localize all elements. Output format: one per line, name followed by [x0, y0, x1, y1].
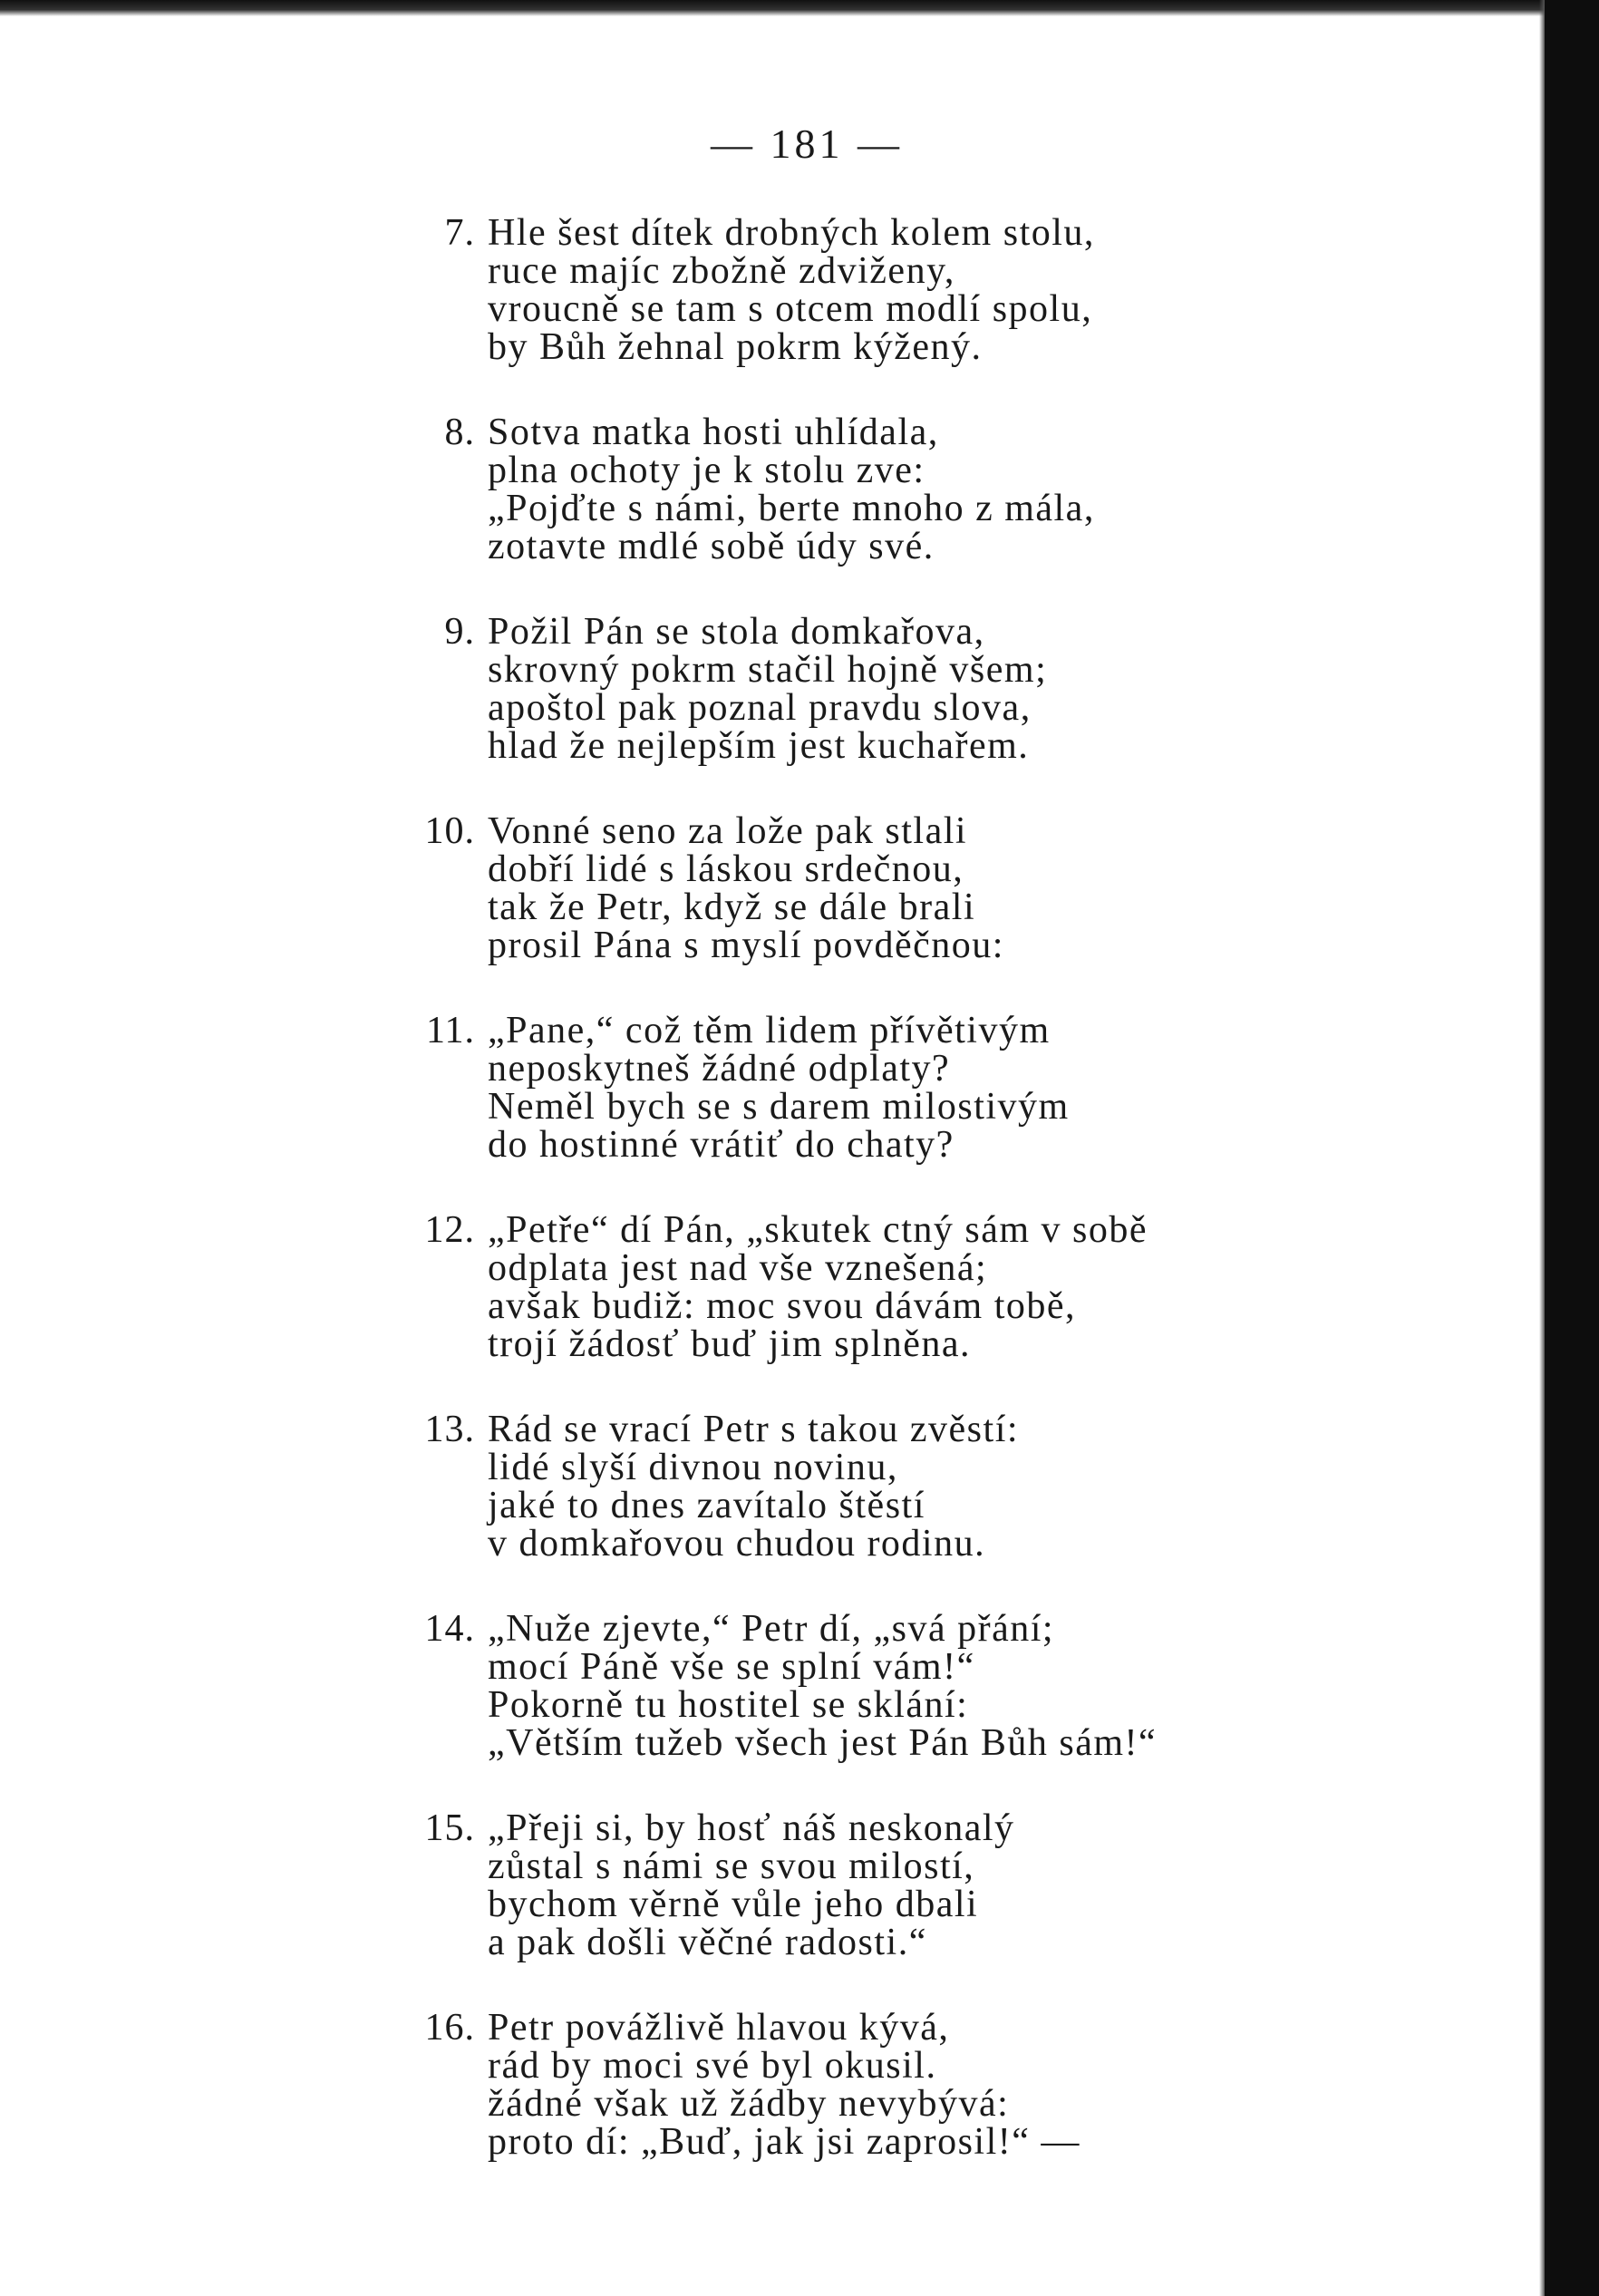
- stanza-number: 12.: [424, 1209, 475, 1251]
- stanza-lines: [488, 214, 1095, 366]
- verse-line: jaké to dnes zavítalo štěstí: [488, 1485, 925, 1526]
- stanza-number: 15.: [424, 1807, 475, 1849]
- verse-line: „Nuže zjevte,“ Petr dí, „svá přání;: [488, 1608, 1055, 1650]
- poem: [399, 214, 1487, 2208]
- verse-line: Neměl bych se s darem milostivým: [488, 1086, 1070, 1128]
- verse-line: „Pojďte s námi, berte mnoho z mála,: [488, 488, 1095, 529]
- stanza-14: [399, 1610, 1487, 1762]
- stanza-number: 7.: [444, 212, 475, 254]
- stanza-8: [399, 413, 1487, 566]
- verse-line: by Bůh žehnal pokrm kýžený.: [488, 326, 983, 368]
- stanza-number: 9.: [444, 611, 475, 653]
- verse-line: v domkařovou chudou rodinu.: [488, 1523, 986, 1565]
- stanza-number: 14.: [424, 1608, 475, 1650]
- verse-line: Pokorně tu hostitel se sklání:: [488, 1684, 969, 1726]
- stanza-number: 10.: [424, 810, 475, 852]
- stanza-7: [399, 214, 1487, 366]
- verse-line: Sotva matka hosti uhlídala,: [488, 412, 939, 453]
- stanza-11: [399, 1012, 1487, 1164]
- stanza-lines: [488, 1610, 1157, 1762]
- verse-line: žádné však už žádby nevybývá:: [488, 2083, 1010, 2125]
- verse-line: do hostinné vrátiť do chaty?: [488, 1124, 955, 1166]
- stanza-lines: [488, 812, 1004, 964]
- scan-top-edge: [0, 0, 1599, 16]
- stanza-lines: [488, 413, 1095, 566]
- verse-line: lidé slyší divnou novinu,: [488, 1447, 898, 1488]
- verse-line: „Větším tužeb všech jest Pán Bůh sám!“: [488, 1722, 1158, 1764]
- stanza-15: [399, 1809, 1487, 1962]
- stanza-lines: [488, 1211, 1148, 1363]
- verse-line: a pak došli věčné radosti.“: [488, 1922, 927, 1963]
- stanza-lines: [488, 1809, 1015, 1962]
- stanza-9: [399, 613, 1487, 765]
- verse-line: prosil Pána s myslí povděčnou:: [488, 925, 1004, 966]
- verse-line: ruce majíc zbožně zdviženy,: [488, 250, 955, 292]
- verse-line: „Petře“ dí Pán, „skutek ctný sám v sobě: [488, 1209, 1148, 1251]
- verse-line: Hle šest dítek drobných kolem stolu,: [488, 212, 1095, 254]
- stanza-10: [399, 812, 1487, 964]
- verse-line: hlad že nejlepším jest kuchařem.: [488, 725, 1030, 767]
- verse-line: Petr povážlivě hlavou kývá,: [488, 2007, 950, 2049]
- verse-line: Rád se vrací Petr s takou zvěstí:: [488, 1409, 1020, 1450]
- verse-line: proto dí: „Buď, jak jsi zaprosil!“ —: [488, 2121, 1081, 2163]
- verse-line: bychom věrně vůle jeho dbali: [488, 1884, 979, 1925]
- stanza-number: 11.: [426, 1010, 475, 1051]
- verse-line: avšak budiž: moc svou dávám tobě,: [488, 1285, 1077, 1327]
- stanza-lines: [488, 2009, 1081, 2161]
- verse-line: zůstal s námi se svou milostí,: [488, 1846, 975, 1887]
- stanza-lines: [488, 1012, 1070, 1164]
- stanza-16: [399, 2009, 1487, 2161]
- verse-line: rád by moci své byl okusil.: [488, 2045, 937, 2087]
- verse-line: trojí žádosť buď jim splněna.: [488, 1323, 972, 1365]
- stanza-number: 16.: [424, 2007, 475, 2049]
- verse-line: vroucně se tam s otcem modlí spolu,: [488, 288, 1093, 330]
- stanza-13: [399, 1410, 1487, 1563]
- stanza-lines: [488, 1410, 1019, 1563]
- page-number: — 181 —: [711, 121, 903, 167]
- verse-line: dobří lidé s láskou srdečnou,: [488, 848, 964, 890]
- stanza-number: 13.: [424, 1409, 475, 1450]
- verse-line: zotavte mdlé sobě údy své.: [488, 526, 935, 567]
- verse-line: „Pane,“ což těm lidem přívětivým: [488, 1010, 1051, 1051]
- verse-line: tak že Petr, když se dále brali: [488, 886, 976, 928]
- stanza-number: 8.: [444, 412, 475, 453]
- verse-line: Vonné seno za lože pak stlali: [488, 810, 968, 852]
- stanza-12: [399, 1211, 1487, 1363]
- verse-line: „Přeji si, by hosť náš neskonalý: [488, 1807, 1015, 1849]
- stanza-lines: [488, 613, 1047, 765]
- scan-right-edge: [1545, 0, 1599, 2296]
- verse-line: neposkytneš žádné odplaty?: [488, 1048, 951, 1090]
- verse-line: Požil Pán se stola domkařova,: [488, 611, 985, 653]
- verse-line: odplata jest nad vše vznešená;: [488, 1247, 988, 1289]
- verse-line: mocí Páně vše se splní vám!“: [488, 1646, 975, 1688]
- verse-line: apoštol pak poznal pravdu slova,: [488, 687, 1032, 729]
- verse-line: plna ochoty je k stolu zve:: [488, 450, 925, 491]
- verse-line: skrovný pokrm stačil hojně všem;: [488, 649, 1048, 691]
